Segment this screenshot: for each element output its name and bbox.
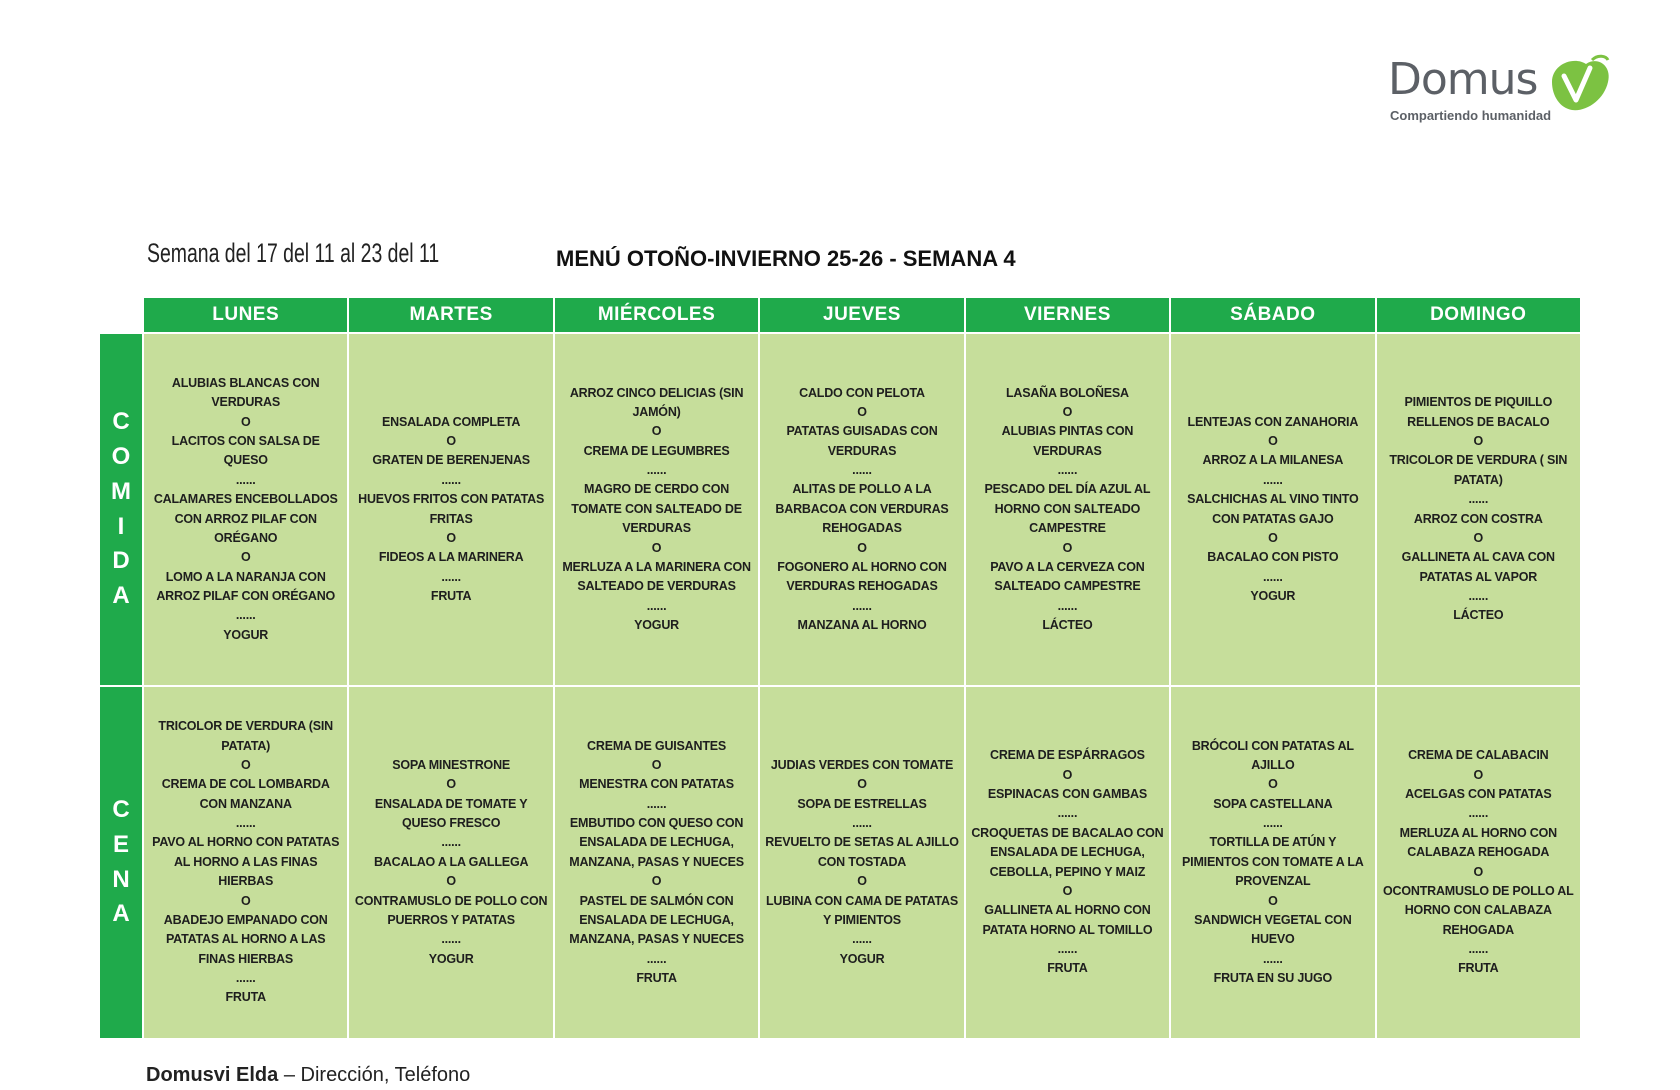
menu-line: ...... xyxy=(1263,472,1283,487)
row-label-letter: D xyxy=(112,547,130,575)
menu-line: CALAMARES ENCEBOLLADOS CON ARROZ PILAF CON ORÉGANO xyxy=(153,492,338,545)
menu-line: ABADEJO EMPANADO CON PATATAS AL HORNO A LAS FINAS HIERBAS xyxy=(163,912,328,966)
row-label-letter: A xyxy=(112,582,130,610)
row-label-letter: A xyxy=(112,900,130,928)
row-label-letter: C xyxy=(112,795,130,823)
menu-line: O xyxy=(857,777,867,792)
day-header-7: DOMINGO xyxy=(1377,298,1580,332)
menu-line: YOGUR xyxy=(1250,589,1296,603)
comida-cell-7 xyxy=(1377,334,1580,685)
menu-line: GALLINETA AL CAVA CON PATATAS AL VAPOR xyxy=(1401,550,1555,584)
menu-line: O xyxy=(446,874,456,889)
menu-line: TORTILLA DE ATÚN Y PIMIENTOS CON TOMATE A LA PROVENZAL xyxy=(1182,835,1364,889)
menu-line: O xyxy=(1268,434,1278,448)
menu-line: FRUTA xyxy=(1047,961,1088,976)
menu-line: LÁCTEO xyxy=(1042,618,1093,633)
menu-line: O xyxy=(446,434,456,448)
menu-line: LÁCTEO xyxy=(1453,608,1504,623)
row-label-letter: N xyxy=(112,865,130,893)
menu-line: ...... xyxy=(646,598,667,613)
menu-line: ...... xyxy=(235,816,256,831)
menu-line: MERLUZA A LA MARINERA CON SALTEADO DE VERDURAS xyxy=(562,559,751,594)
menu-line: ...... xyxy=(1263,816,1283,831)
menu-line: ALITAS DE POLLO A LA BARBACOA CON VERDURAS REHOGADAS xyxy=(775,482,949,536)
menu-line: FRUTA xyxy=(1458,961,1499,976)
menu-line: SOPA CASTELLANA xyxy=(1213,796,1333,811)
menu-line: CREMA DE CALABACIN xyxy=(1408,748,1549,763)
menu-title: MENÚ OTOÑO-INVIERNO 25-26 - SEMANA 4 xyxy=(556,246,1016,271)
menu-line: GALLINETA AL HORNO CON PATATA HORNO AL TOMILLO xyxy=(982,903,1153,937)
menu-line: SALCHICHAS AL VINO TINTO CON PATATAS GAJO xyxy=(1187,492,1359,526)
domusvi-logo xyxy=(1388,52,1618,132)
day-header-4: JUEVES xyxy=(760,298,963,332)
menu-line: ...... xyxy=(646,463,667,478)
menu-line: ...... xyxy=(1057,942,1078,956)
menu-line: JUDIAS VERDES CON TOMATE xyxy=(770,757,954,772)
menu-line: BRÓCOLI CON PATATAS AL AJILLO xyxy=(1191,738,1354,772)
menu-line: O xyxy=(1062,767,1073,782)
menu-line: TRICOLOR DE VERDURA ( SIN PATATA) xyxy=(1389,453,1568,487)
day-header-2: MARTES xyxy=(349,298,552,332)
menu-line: O xyxy=(651,874,662,889)
comida-cell-4 xyxy=(760,334,963,685)
menu-line: ...... xyxy=(1468,806,1489,821)
menu-line: LUBINA CON CAMA DE PATATAS Y PIMIENTOS xyxy=(765,893,958,927)
menu-line: ...... xyxy=(646,951,667,966)
menu-line: O xyxy=(446,530,456,545)
day-header-5: VIERNES xyxy=(966,298,1169,332)
menu-line: HUEVOS FRITOS CON PATATAS FRITAS xyxy=(358,492,545,526)
menu-line: SOPA MINESTRONE xyxy=(392,757,511,772)
menu-line: CALDO CON PELOTA xyxy=(799,385,925,400)
menu-line: ...... xyxy=(852,598,872,613)
menu-line: SANDWICH VEGETAL CON HUEVO xyxy=(1194,912,1352,947)
menu-line: ...... xyxy=(852,463,872,478)
menu-line: CROQUETAS DE BACALAO CON ENSALADA DE LECHUGA, CEBOLLA, PEPINO Y MAIZ xyxy=(971,825,1164,879)
menu-line: OCONTRAMUSLO DE POLLO AL HORNO CON CALABAZA REHOGADA xyxy=(1383,883,1574,937)
menu-line: O xyxy=(1062,540,1073,555)
comida-cell-2 xyxy=(349,334,552,685)
menu-line: PESCADO DEL DÍA AZUL AL HORNO CON SALTEADO CAMPESTRE xyxy=(984,482,1151,536)
menu-line: O xyxy=(240,893,251,908)
menu-line: ALUBIAS BLANCAS CON VERDURAS xyxy=(171,375,320,410)
menu-line: O xyxy=(1268,530,1278,545)
comida-cell-5 xyxy=(966,334,1169,685)
menu-line: PAVO AL HORNO CON PATATAS AL HORNO A LAS FINAS HIERBAS xyxy=(152,835,340,889)
menu-line: FRUTA EN SU JUGO xyxy=(1213,971,1333,986)
menu-line: O xyxy=(446,777,456,792)
menu-line: FRUTA xyxy=(636,971,677,986)
menu-line: MAGRO DE CERDO CON TOMATE CON SALTEADO DE VERDURAS xyxy=(571,482,742,536)
menu-line: ...... xyxy=(235,472,256,487)
cena-cell-1 xyxy=(144,687,347,1038)
menu-line: O xyxy=(1473,864,1484,879)
comida-cell-1 xyxy=(144,334,347,685)
menu-line: CREMA DE GUISANTES xyxy=(587,738,727,753)
menu-line: O xyxy=(240,757,251,772)
cena-cell-4 xyxy=(760,687,963,1038)
menu-line: ...... xyxy=(1263,951,1283,966)
menu-line: ...... xyxy=(441,835,461,850)
menu-line: ...... xyxy=(1057,463,1078,478)
menu-line: PIMIENTOS DE PIQUILLO RELLENOS DE BACALO xyxy=(1404,395,1553,429)
menu-line: ...... xyxy=(646,796,667,811)
menu-line: YOGUR xyxy=(634,618,679,633)
cena-cell-3 xyxy=(555,687,758,1038)
menu-line: BACALAO CON PISTO xyxy=(1207,550,1339,565)
menu-line: PASTEL DE SALMÓN CON ENSALADA DE LECHUGA, MANZANA, PASAS Y NUECES xyxy=(569,893,744,947)
menu-line: MANZANA AL HORNO xyxy=(797,618,927,633)
row-label-letter: O xyxy=(111,442,131,470)
comida-cell-6 xyxy=(1171,334,1374,685)
menu-line: ...... xyxy=(852,932,872,947)
menu-line: PATATAS GUISADAS CON VERDURAS xyxy=(786,424,938,458)
menu-line: TRICOLOR DE VERDURA (SIN PATATA) xyxy=(158,719,334,753)
logo-tagline: Compartiendo humanidad xyxy=(1390,108,1552,123)
menu-line: ...... xyxy=(235,608,256,623)
menu-line: ESPINACAS CON GAMBAS xyxy=(987,787,1148,801)
menu-table xyxy=(100,298,1580,1034)
menu-line: CREMA DE COL LOMBARDA CON MANZANA xyxy=(161,777,330,811)
menu-line: FRUTA xyxy=(430,589,472,603)
menu-line: MENESTRA CON PATATAS xyxy=(579,777,734,792)
logo-wordmark: Domus xyxy=(1388,54,1538,105)
cena-cell-7 xyxy=(1377,687,1580,1038)
menu-line: YOGUR xyxy=(428,951,474,966)
menu-line: LOMO A LA NARANJA CON ARROZ PILAF CON ORÉGANO xyxy=(156,569,336,603)
menu-line: O xyxy=(240,550,251,565)
menu-line: ARROZ CINCO DELICIAS (SIN JAMÓN) xyxy=(569,385,744,419)
menu-line: O xyxy=(857,540,867,555)
menu-line: ACELGAS CON PATATAS xyxy=(1405,787,1552,801)
row-label-letter: I xyxy=(117,512,125,540)
menu-line: ...... xyxy=(1057,806,1078,821)
menu-line: ...... xyxy=(1468,589,1489,603)
footer-residence-name: Domusvi Elda xyxy=(146,1064,279,1086)
menu-line: ...... xyxy=(1057,598,1078,613)
row-label-letter: C xyxy=(112,408,130,436)
menu-line: LACITOS CON SALSA DE QUESO xyxy=(171,434,320,468)
menu-line: ...... xyxy=(1468,492,1489,507)
menu-line: ...... xyxy=(235,971,256,986)
menu-line: ...... xyxy=(441,932,461,947)
menu-line: MERLUZA AL HORNO CON CALABAZA REHOGADA xyxy=(1399,825,1557,860)
menu-line: ALUBIAS PINTAS CON VERDURAS xyxy=(1001,424,1134,458)
menu-line: CREMA DE ESPÁRRAGOS xyxy=(990,748,1145,763)
day-header-1: LUNES xyxy=(144,298,347,332)
menu-line: SOPA DE ESTRELLAS xyxy=(797,796,927,811)
comida-cell-3 xyxy=(555,334,758,685)
week-label: Semana del 17 del 11 al 23 del 11 xyxy=(147,238,440,268)
table-corner xyxy=(100,298,142,332)
menu-line: CREMA DE LEGUMBRES xyxy=(583,443,730,458)
menu-line: O xyxy=(1062,883,1073,898)
row-label-letter: E xyxy=(112,830,129,858)
menu-line: GRATEN DE BERENJENAS xyxy=(372,453,530,468)
cena-cell-6 xyxy=(1171,687,1374,1038)
menu-line: YOGUR xyxy=(839,951,885,966)
cena-cell-2 xyxy=(349,687,552,1038)
menu-line: ...... xyxy=(441,472,461,487)
menu-line: O xyxy=(1268,893,1278,908)
menu-line: PAVO A LA CERVEZA CON SALTEADO CAMPESTRE xyxy=(990,559,1145,594)
menu-line: YOGUR xyxy=(223,627,269,642)
cena-cell-5 xyxy=(966,687,1169,1038)
menu-line: ARROZ CON COSTRA xyxy=(1413,511,1543,526)
menu-line: O xyxy=(857,874,867,889)
menu-line: O xyxy=(1473,434,1484,448)
menu-line: LASAÑA BOLOÑESA xyxy=(1005,385,1129,400)
menu-line: FRUTA xyxy=(225,990,266,1005)
menu-line: FOGONERO AL HORNO CON VERDURAS REHOGADAS xyxy=(777,559,947,594)
menu-line: CONTRAMUSLO DE POLLO CON PUERROS Y PATATAS xyxy=(354,893,548,927)
menu-line: ENSALADA DE TOMATE Y QUESO FRESCO xyxy=(374,796,528,831)
menu-line: LENTEJAS CON ZANAHORIA xyxy=(1187,414,1359,429)
cena-row-label xyxy=(100,687,142,1038)
menu-line: BACALAO A LA GALLEGA xyxy=(373,854,529,869)
day-header-3: MIÉRCOLES xyxy=(555,298,758,332)
menu-line: O xyxy=(1268,777,1278,792)
menu-line: O xyxy=(651,424,662,439)
menu-line: O xyxy=(1473,530,1484,545)
menu-line: ...... xyxy=(441,569,461,584)
row-label-letter: M xyxy=(111,477,131,505)
menu-line: O xyxy=(651,757,662,772)
comida-row-label xyxy=(100,334,142,685)
menu-line: O xyxy=(1062,404,1073,419)
menu-line: ARROZ A LA MILANESA xyxy=(1202,453,1344,468)
menu-line: ...... xyxy=(1468,942,1489,956)
footer-contact: Dirección, Teléfono xyxy=(300,1064,471,1086)
menu-line: O xyxy=(1473,767,1484,782)
menu-line: ENSALADA COMPLETA xyxy=(382,414,521,429)
menu-line: REVUELTO DE SETAS AL AJILLO CON TOSTADA xyxy=(765,835,959,869)
footer xyxy=(146,1064,470,1087)
day-header-6: SÁBADO xyxy=(1171,298,1374,332)
footer-separator: – xyxy=(278,1064,301,1086)
menu-line: O xyxy=(240,414,251,429)
menu-line: O xyxy=(857,404,867,419)
menu-line: EMBUTIDO CON QUESO CON ENSALADA DE LECHUGA, MANZANA, PASAS Y NUECES xyxy=(569,816,744,869)
menu-line: FIDEOS A LA MARINERA xyxy=(378,550,524,565)
menu-line: ...... xyxy=(852,816,872,831)
menu-line: O xyxy=(651,540,662,555)
leaf-v-logo-icon xyxy=(1542,52,1614,114)
menu-line: ...... xyxy=(1263,569,1283,584)
